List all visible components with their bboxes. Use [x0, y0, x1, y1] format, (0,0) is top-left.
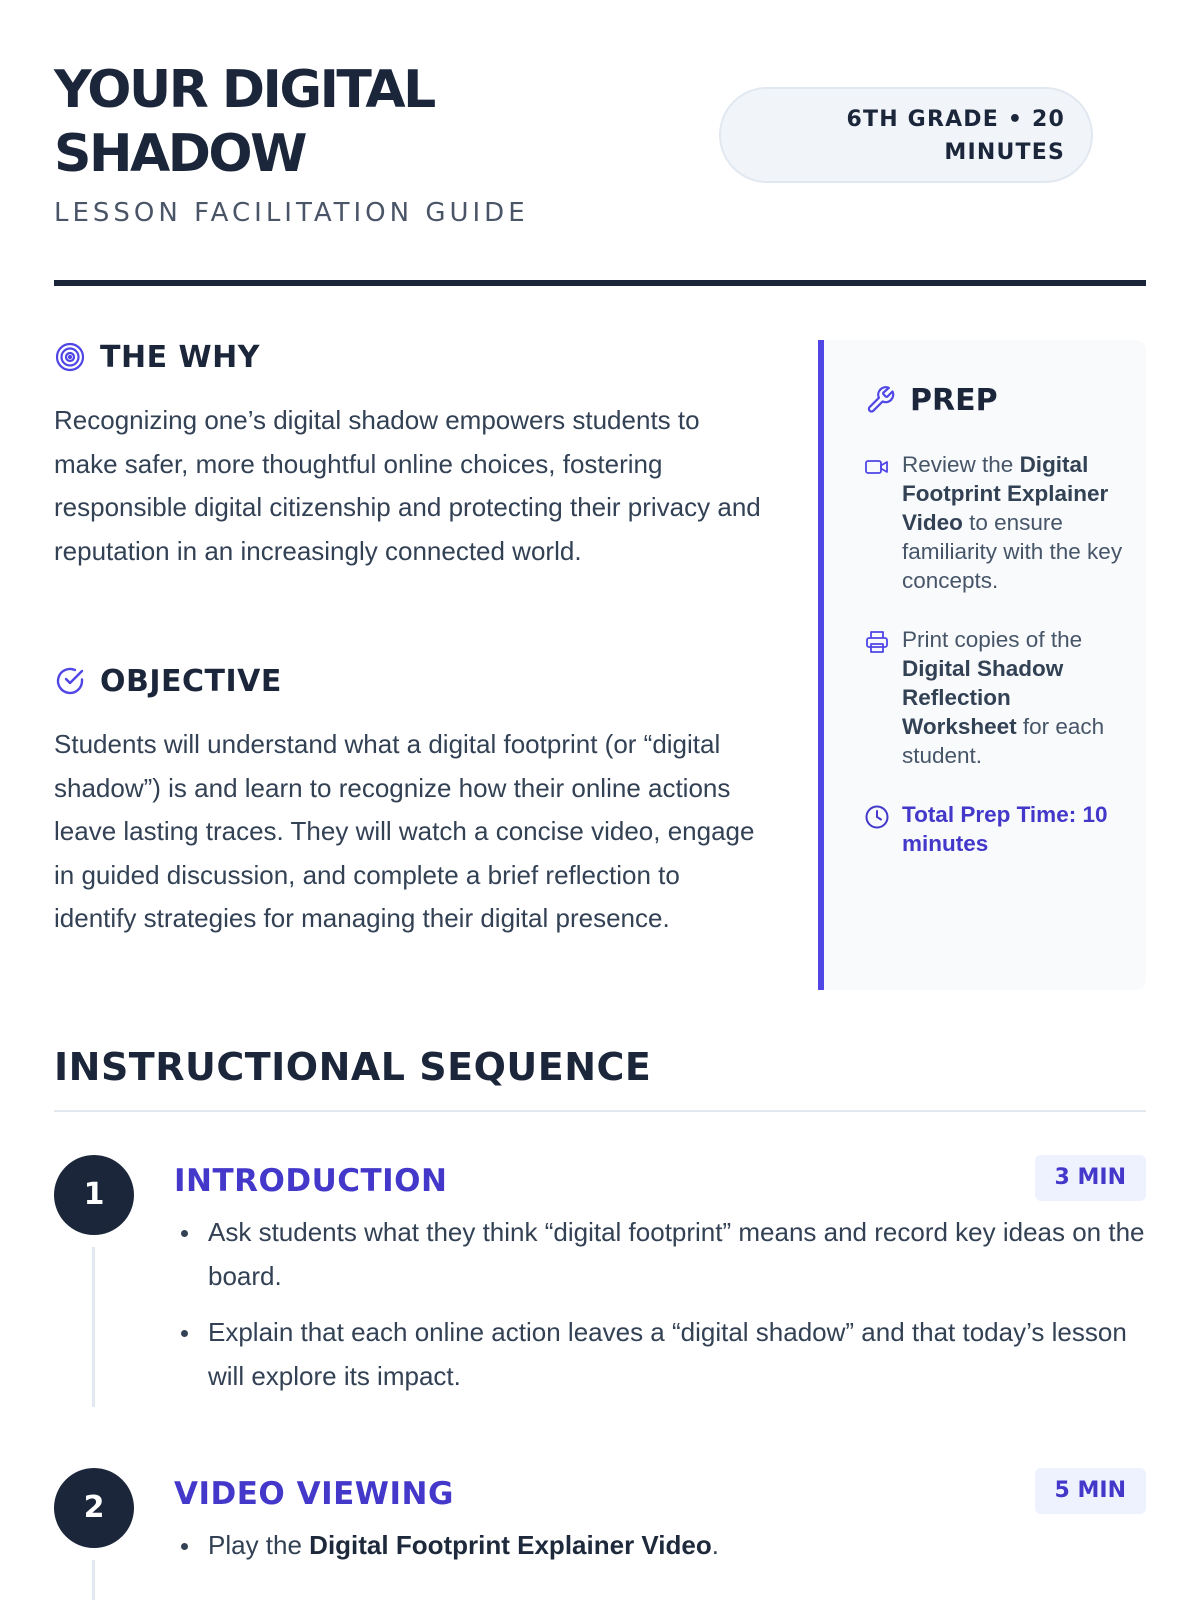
target-icon: [54, 341, 86, 373]
page-subtitle: LESSON FACILITATION GUIDE: [54, 198, 529, 228]
why-title: THE WHY: [100, 339, 260, 375]
list-item: Play the Digital Footprint Explainer Video.: [174, 1524, 1146, 1568]
step-bullets: [174, 1211, 1146, 1411]
why-section: [54, 337, 764, 573]
step-introduction: [54, 1155, 1146, 1425]
prep-panel: [818, 340, 1146, 990]
step-video-viewing: [54, 1468, 1146, 1600]
prep-item-text: Print copies of the Digital Shadow Reflection Worksheet for each student.: [902, 627, 1105, 768]
prep-item-video: [864, 450, 1126, 595]
step-connector: [92, 1247, 95, 1407]
video-icon: [864, 454, 890, 480]
clock-icon: [864, 804, 890, 830]
prep-title: PREP: [910, 382, 998, 418]
step-time-badge: 3 MIN: [1035, 1155, 1146, 1201]
prep-item-bold: Digital Footprint Explainer Video: [902, 452, 1109, 535]
step-time-badge: 5 MIN: [1035, 1468, 1146, 1514]
sequence-divider: [54, 1110, 1146, 1112]
prep-item-bold: Digital Shadow Reflection Worksheet: [902, 656, 1064, 739]
list-item: Ask students what they think “digital footprint” means and record key ideas on the board.: [174, 1211, 1146, 1298]
grade-duration-badge: 6TH GRADE • 20 MINUTES: [719, 87, 1093, 183]
prep-total-time: [864, 800, 1126, 858]
page-title: YOUR DIGITAL SHADOW: [54, 60, 434, 184]
prep-total-label: Total Prep Time: 10 minutes: [902, 802, 1108, 856]
step-title: VIDEO VIEWING: [174, 1476, 454, 1512]
step-connector: [92, 1560, 95, 1600]
prep-item-print: [864, 625, 1126, 770]
step-title: INTRODUCTION: [174, 1163, 448, 1199]
objective-section: [54, 661, 764, 941]
why-text: Recognizing one’s digital shadow empowers students to make safer, more thoughtful online choices, fostering responsible digital citizenship and protecting their privacy and reputation in an increasingly connected world.: [54, 405, 761, 566]
video-title-bold: Digital Footprint Explainer Video: [309, 1530, 712, 1560]
step-number: 2: [54, 1468, 134, 1548]
prep-item-text: Review the Digital Footprint Explainer Video to ensure familiarity with the key concepts.: [902, 452, 1123, 593]
step-bullets: [174, 1524, 1146, 1581]
objective-text: Students will understand what a digital footprint (or “digital shadow”) is and learn to recognize how their online actions leave lasting traces. They will watch a concise video, engage in guided discussion, and complete a brief reflection to identify strategies for managing their digital presence.: [54, 729, 755, 933]
check-circle-icon: [54, 665, 86, 697]
printer-icon: [864, 629, 890, 655]
step-number: 1: [54, 1155, 134, 1235]
header-divider: [54, 280, 1146, 286]
sequence-title: INSTRUCTIONAL SEQUENCE: [54, 1045, 652, 1089]
wrench-icon: [864, 384, 896, 416]
list-item: Explain that each online action leaves a “digital shadow” and that today’s lesson will explore its impact.: [174, 1311, 1146, 1398]
objective-title: OBJECTIVE: [100, 663, 282, 699]
